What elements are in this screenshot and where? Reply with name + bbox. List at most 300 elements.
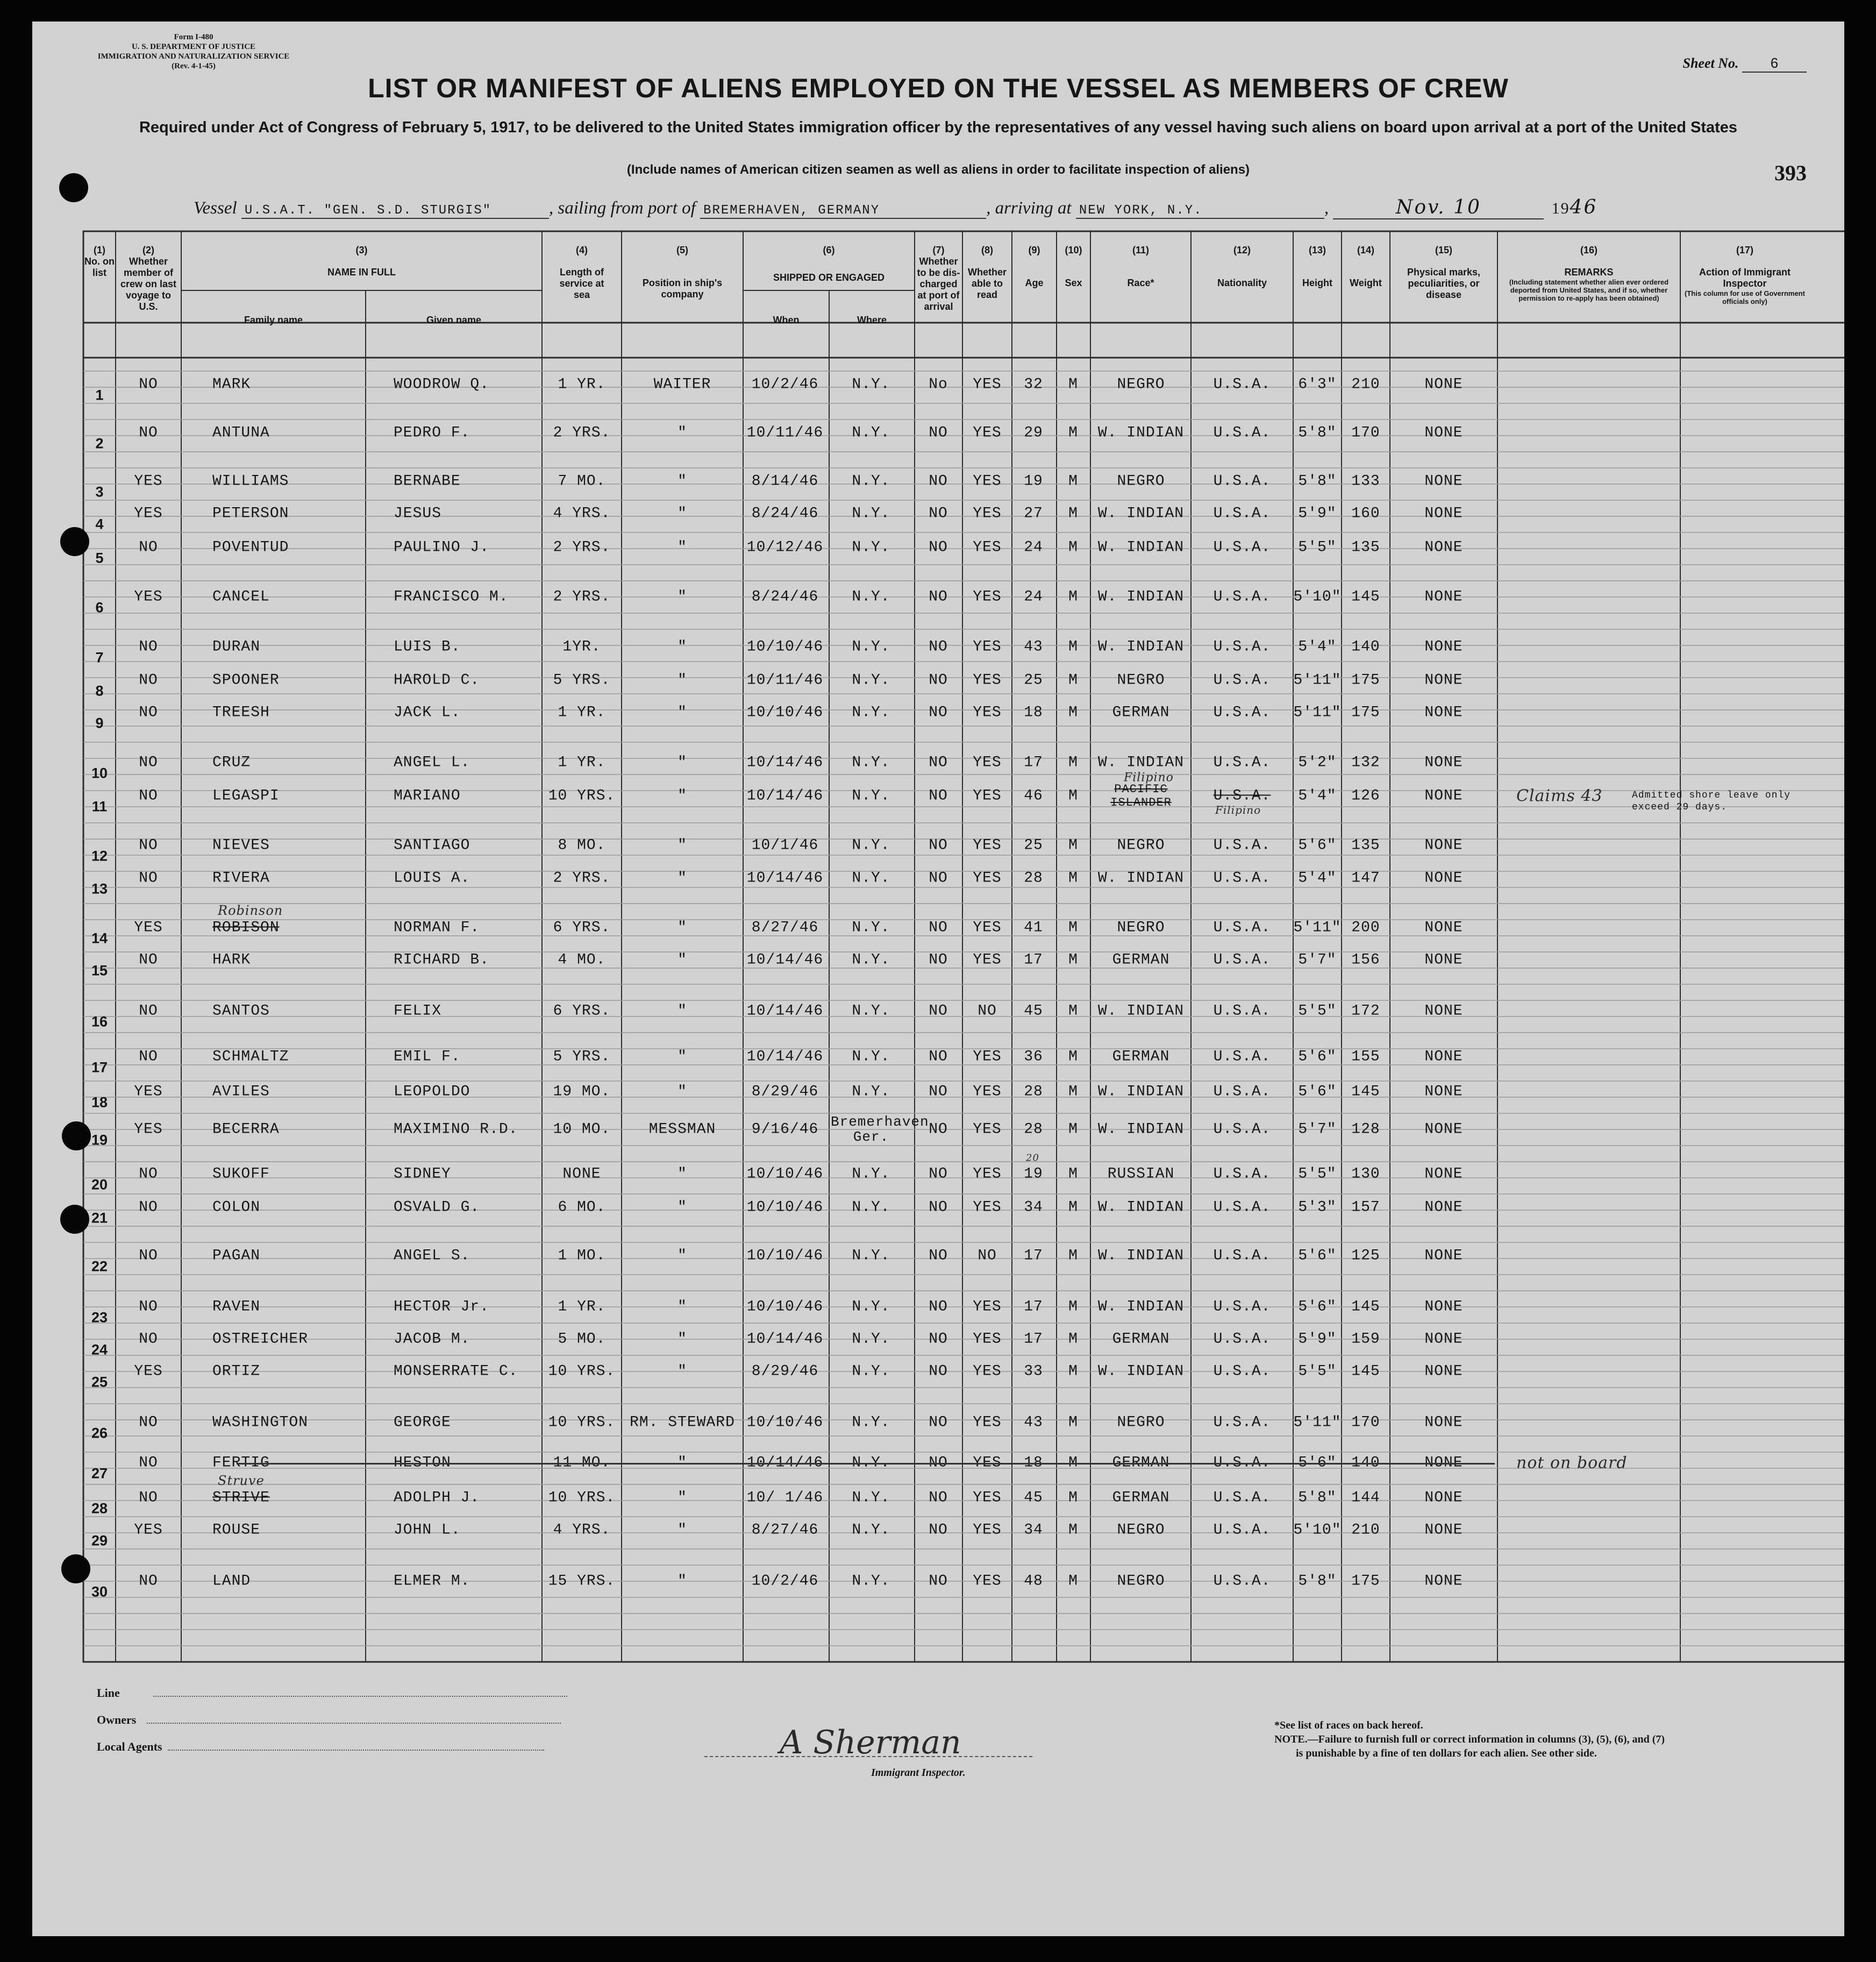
- cell-when: 10/14/46: [746, 754, 824, 771]
- cell-disch: NO: [929, 1454, 948, 1472]
- cell-when: 8/24/46: [751, 505, 819, 522]
- cell-read: YES: [973, 1573, 1002, 1590]
- cell-marks: NONE: [1424, 376, 1463, 393]
- sheet-number-label: Sheet No.: [1682, 55, 1739, 71]
- cell-service: 2 YRS.: [553, 424, 611, 442]
- cell-read: YES: [973, 424, 1002, 442]
- cell-given: LOUIS A.: [394, 870, 470, 887]
- cell-family: LEGASPI: [212, 787, 280, 805]
- cell-nat: U.S.A.: [1213, 588, 1271, 606]
- cell-given: FELIX: [394, 1003, 442, 1020]
- cell-race: W. INDIAN: [1097, 1083, 1185, 1100]
- cell-position: ": [677, 837, 687, 854]
- cell-family: CRUZ: [212, 754, 251, 771]
- cell-weight: 200: [1351, 919, 1380, 936]
- handwritten-remarks: Claims 43: [1516, 786, 1603, 806]
- cell-when: 8/27/46: [751, 1522, 819, 1539]
- cell-sex: M: [1068, 1331, 1078, 1348]
- cell-age: 18: [1024, 704, 1043, 721]
- cell-when: 9/16/46: [751, 1121, 819, 1138]
- cell-where: Bremerhaven Ger.: [831, 1114, 929, 1145]
- cell-height: 5'8": [1298, 473, 1337, 490]
- cell-family: COLON: [212, 1199, 261, 1216]
- cell-race: W. INDIAN: [1097, 1298, 1185, 1316]
- cell-family: ANTUNA: [212, 424, 270, 442]
- cell-sex: M: [1068, 672, 1078, 689]
- cell-given: ADOLPH J.: [394, 1489, 480, 1506]
- cell-service: 10 YRS.: [548, 1414, 616, 1431]
- cell-when: 10/10/46: [746, 1414, 824, 1431]
- strike-through-line: [237, 1463, 1495, 1465]
- cell-sex: M: [1068, 1522, 1078, 1539]
- cell-family: WILLIAMS: [212, 473, 289, 490]
- cell-read: YES: [973, 704, 1002, 721]
- cell-position: ": [677, 1048, 687, 1065]
- cell-service: 8 MO.: [558, 837, 606, 854]
- cell-disch: NO: [929, 638, 948, 656]
- cell-age: 34: [1024, 1199, 1043, 1216]
- cell-age: 28: [1024, 1083, 1043, 1100]
- cell-race: NEGRO: [1117, 1573, 1165, 1590]
- cell-given: GEORGE: [394, 1414, 451, 1431]
- arrival-date-month-day: Nov. 10: [1395, 196, 1481, 218]
- cell-height: 5'4": [1298, 787, 1337, 805]
- col-1-num: (1): [94, 245, 105, 255]
- cell-weight: 147: [1351, 870, 1380, 887]
- cell-weight: 160: [1351, 505, 1380, 522]
- cell-weight: 132: [1351, 754, 1380, 771]
- row-number: 3: [95, 484, 104, 500]
- cell-family: CANCEL: [212, 588, 270, 606]
- cell-nat: U.S.A.: [1213, 1083, 1271, 1100]
- cell-last: NO: [139, 704, 158, 721]
- cell-race: W. INDIAN: [1097, 539, 1185, 556]
- cell-disch: NO: [929, 1165, 948, 1183]
- cell-disch: NO: [929, 1247, 948, 1264]
- cell-service: 11 MO.: [553, 1454, 611, 1472]
- cell-position: ": [677, 1083, 687, 1100]
- cell-marks: NONE: [1424, 870, 1463, 887]
- cell-where: N.Y.: [852, 919, 890, 936]
- cell-sex: M: [1068, 539, 1078, 556]
- punch-hole: [60, 1205, 89, 1234]
- footnote-line-2: NOTE.—Failure to furnish full or correct information in columns (3), (5), (6), and (7): [1274, 1733, 1665, 1745]
- cell-last: NO: [139, 754, 158, 771]
- cell-race: W. INDIAN: [1097, 1121, 1185, 1138]
- cell-height: 5'6": [1298, 1083, 1337, 1100]
- cell-height: 5'10": [1293, 588, 1342, 606]
- cell-service: 10 YRS.: [548, 787, 616, 805]
- cell-sex: M: [1068, 1048, 1078, 1065]
- cell-given: NORMAN F.: [394, 919, 480, 936]
- cell-sex: M: [1068, 1199, 1078, 1216]
- revision: (Rev. 4-1-45): [172, 62, 216, 70]
- agents-input-line: [168, 1750, 544, 1751]
- cell-family: LAND: [212, 1573, 251, 1590]
- cell-service: 2 YRS.: [553, 588, 611, 606]
- cell-sex: M: [1068, 870, 1078, 887]
- cell-age: 45: [1024, 1003, 1043, 1020]
- cell-service: 1 YR.: [558, 704, 606, 721]
- cell-age: 45: [1024, 1489, 1043, 1506]
- cell-given: EMIL F.: [394, 1048, 461, 1065]
- cell-when: 10/14/46: [746, 1003, 824, 1020]
- cell-sex: M: [1068, 1454, 1078, 1472]
- cell-position: ": [677, 951, 687, 969]
- cell-weight: 175: [1351, 704, 1380, 721]
- cell-where: N.Y.: [852, 837, 890, 854]
- col-13-header: [1293, 245, 1342, 289]
- row-number: 28: [91, 1500, 108, 1517]
- cell-given: JOHN L.: [394, 1522, 461, 1539]
- cell-last: NO: [139, 870, 158, 887]
- cell-disch: NO: [929, 1522, 948, 1539]
- cell-where: N.Y.: [852, 787, 890, 805]
- cell-service: 5 MO.: [558, 1331, 606, 1348]
- cell-disch: NO: [929, 424, 948, 442]
- cell-service: 1YR.: [562, 638, 601, 656]
- cell-read: YES: [973, 754, 1002, 771]
- cell-age: 28: [1024, 870, 1043, 887]
- sheet-number-value: 6: [1742, 55, 1807, 73]
- col-14-label: Weight: [1350, 278, 1382, 288]
- cell-height: 5'5": [1298, 1165, 1337, 1183]
- cell-race: W. INDIAN: [1097, 870, 1185, 887]
- footnote-line-1: *See list of races on back hereof.: [1274, 1719, 1423, 1731]
- cell-nat: U.S.A.: [1213, 1489, 1271, 1506]
- row-number: 9: [95, 715, 104, 731]
- row-number: 4: [95, 516, 104, 532]
- cell-last: NO: [139, 1414, 158, 1431]
- cell-nat: U.S.A.: [1213, 1165, 1271, 1183]
- col-13-label: Height: [1302, 278, 1332, 288]
- cell-age: 29: [1024, 424, 1043, 442]
- cell-last: NO: [139, 1048, 158, 1065]
- cell-disch: NO: [929, 505, 948, 522]
- cell-age: 17: [1024, 754, 1043, 771]
- cell-height: 5'9": [1298, 505, 1337, 522]
- col-3-header: [181, 245, 542, 278]
- cell-marks: NONE: [1424, 1003, 1463, 1020]
- cell-service: 6 MO.: [558, 1199, 606, 1216]
- cell-age: 32: [1024, 376, 1043, 393]
- table-border: [83, 231, 1844, 1662]
- line-field: [97, 1686, 567, 1700]
- cell-where: N.Y.: [852, 376, 890, 393]
- cell-disch: NO: [929, 1489, 948, 1506]
- cell-position: ": [677, 1331, 687, 1348]
- cell-last: NO: [139, 539, 158, 556]
- cell-last: YES: [134, 919, 163, 936]
- cell-disch: NO: [929, 837, 948, 854]
- cell-disch: No: [929, 376, 948, 393]
- cell-last: YES: [134, 505, 163, 522]
- cell-service: 6 YRS.: [553, 919, 611, 936]
- cell-sex: M: [1068, 1247, 1078, 1264]
- row-number: 14: [91, 930, 108, 947]
- cell-marks: NONE: [1424, 1454, 1463, 1472]
- cell-service: 10 YRS.: [548, 1489, 616, 1506]
- cell-given: RICHARD B.: [394, 951, 490, 969]
- cell-nat: U.S.A.: [1213, 787, 1271, 805]
- cell-nat: U.S.A.: [1213, 951, 1271, 969]
- col-3-num: (3): [355, 245, 368, 255]
- cell-nat: U.S.A.: [1213, 1003, 1271, 1020]
- cell-given: MONSERRATE C.: [394, 1363, 518, 1380]
- cell-age: 43: [1024, 638, 1043, 656]
- cell-nat: U.S.A.: [1213, 638, 1271, 656]
- cell-read: YES: [973, 787, 1002, 805]
- cell-where: N.Y.: [852, 424, 890, 442]
- cell-family: OSTREICHER: [212, 1331, 309, 1348]
- cell-service: 19 MO.: [553, 1083, 611, 1100]
- cell-marks: NONE: [1424, 473, 1463, 490]
- cell-race: NEGRO: [1117, 837, 1165, 854]
- cell-read: NO: [978, 1003, 997, 1020]
- cell-weight: 128: [1351, 1121, 1380, 1138]
- cell-disch: NO: [929, 787, 948, 805]
- cell-when: 10/12/46: [746, 539, 824, 556]
- typed-remark: Admitted shore leave only exceed 29 days.: [1632, 790, 1791, 813]
- cell-sex: M: [1068, 704, 1078, 721]
- cell-height: 5'6": [1298, 1048, 1337, 1065]
- col-10-num: (10): [1065, 245, 1082, 255]
- punch-hole: [60, 527, 89, 556]
- col-11-label: Race*: [1127, 278, 1154, 288]
- col-1-label: No. on list: [84, 256, 115, 278]
- cell-weight: 126: [1351, 787, 1380, 805]
- cell-race: W. INDIAN: [1097, 1247, 1185, 1264]
- row-number: 2: [95, 435, 104, 452]
- cell-disch: NO: [929, 1083, 948, 1100]
- col-15-num: (15): [1435, 245, 1452, 255]
- cell-family: ORTIZ: [212, 1363, 261, 1380]
- cell-marks: NONE: [1424, 787, 1463, 805]
- cell-race: NEGRO: [1117, 376, 1165, 393]
- cell-disch: NO: [929, 870, 948, 887]
- cell-weight: 172: [1351, 1003, 1380, 1020]
- cell-where: N.Y.: [852, 1331, 890, 1348]
- cell-age: 24: [1024, 539, 1043, 556]
- cell-position: ": [677, 473, 687, 490]
- cell-family: ROUSE: [212, 1522, 261, 1539]
- cell-when: 10/10/46: [746, 1165, 824, 1183]
- cell-race: NEGRO: [1117, 672, 1165, 689]
- cell-last: NO: [139, 1247, 158, 1264]
- cell-read: YES: [973, 1489, 1002, 1506]
- cell-weight: 135: [1351, 539, 1380, 556]
- cell-family: SCHMALTZ: [212, 1048, 289, 1065]
- cell-service: 2 YRS.: [553, 870, 611, 887]
- cell-age: 43: [1024, 1414, 1043, 1431]
- cell-when: 8/29/46: [751, 1083, 819, 1100]
- cell-nat: U.S.A.: [1213, 704, 1271, 721]
- cell-read: YES: [973, 1298, 1002, 1316]
- col-16-header: [1497, 245, 1680, 302]
- cell-disch: NO: [929, 919, 948, 936]
- cell-where: N.Y.: [852, 588, 890, 606]
- cell-marks: NONE: [1424, 505, 1463, 522]
- cell-sex: M: [1068, 1298, 1078, 1316]
- cell-marks: NONE: [1424, 1414, 1463, 1431]
- cell-disch: NO: [929, 704, 948, 721]
- vessel-label: Vessel: [194, 198, 237, 218]
- cell-family: NIEVES: [212, 837, 270, 854]
- cell-disch: NO: [929, 1414, 948, 1431]
- cell-disch: NO: [929, 539, 948, 556]
- col-8-num: (8): [981, 245, 993, 255]
- cell-marks: NONE: [1424, 754, 1463, 771]
- col-12-num: (12): [1233, 245, 1251, 255]
- cell-age: 19: [1024, 473, 1043, 490]
- col-2-header: [116, 245, 181, 312]
- cell-given: PEDRO F.: [394, 424, 470, 442]
- cell-height: 5'5": [1298, 1003, 1337, 1020]
- handwritten-remarks: not on board: [1516, 1453, 1628, 1473]
- cell-service: 5 YRS.: [553, 1048, 611, 1065]
- col-10-label: Sex: [1065, 278, 1082, 288]
- cell-disch: NO: [929, 1363, 948, 1380]
- cell-height: 5'7": [1298, 951, 1337, 969]
- col-7-label: Whether to be dis-charged at port of arrival: [917, 256, 960, 312]
- cell-weight: 130: [1351, 1165, 1380, 1183]
- punch-hole: [62, 1121, 91, 1150]
- cell-sex: M: [1068, 837, 1078, 854]
- cell-where: N.Y.: [852, 1048, 890, 1065]
- cell-race: W. INDIAN: [1097, 505, 1185, 522]
- cell-sex: M: [1068, 1414, 1078, 1431]
- cell-age: 46: [1024, 787, 1043, 805]
- cell-race: W. INDIAN: [1097, 638, 1185, 656]
- col-6-where-header: Where: [857, 315, 887, 325]
- cell-family: SPOONER: [212, 672, 280, 689]
- cell-position: ": [677, 539, 687, 556]
- row-number: 29: [91, 1532, 108, 1549]
- col-6-label: SHIPPED OR ENGAGED: [773, 272, 885, 283]
- row-number: 16: [91, 1013, 108, 1030]
- cell-age: 41: [1024, 919, 1043, 936]
- col-11-num: (11): [1132, 245, 1150, 255]
- cell-marks: NONE: [1424, 1489, 1463, 1506]
- cell-given: BERNABE: [394, 473, 461, 490]
- cell-marks: NONE: [1424, 951, 1463, 969]
- cell-where: N.Y.: [852, 870, 890, 887]
- cell-nat: U.S.A.: [1213, 376, 1271, 393]
- cell-nat: U.S.A.: [1213, 1414, 1271, 1431]
- owners-label: Owners: [97, 1713, 137, 1726]
- cell-position: ": [677, 1003, 687, 1020]
- handwritten-race_hand: Filipino: [1124, 771, 1174, 785]
- cell-read: YES: [973, 588, 1002, 606]
- cell-height: 5'6": [1298, 1454, 1337, 1472]
- cell-height: 5'11": [1293, 1414, 1342, 1431]
- cell-age: 34: [1024, 1522, 1043, 1539]
- cell-disch: NO: [929, 672, 948, 689]
- cell-position: ": [677, 1298, 687, 1316]
- cell-when: 8/14/46: [751, 473, 819, 490]
- handwritten-age_hand: 20: [1026, 1152, 1039, 1164]
- cell-family: DURAN: [212, 638, 261, 656]
- cell-service: 2 YRS.: [553, 539, 611, 556]
- cell-sex: M: [1068, 1489, 1078, 1506]
- page-title: LIST OR MANIFEST OF ALIENS EMPLOYED ON THE VESSEL AS MEMBERS OF CREW: [368, 73, 1509, 103]
- row-number: 17: [91, 1059, 108, 1076]
- cell-disch: NO: [929, 1121, 948, 1138]
- cell-last: NO: [139, 1165, 158, 1183]
- cell-family: ROBISON: [212, 919, 280, 936]
- cell-sex: M: [1068, 951, 1078, 969]
- cell-family: AVILES: [212, 1083, 270, 1100]
- sailing-label: , sailing from port of: [548, 198, 696, 218]
- cell-race: W. INDIAN: [1097, 424, 1185, 442]
- cell-disch: NO: [929, 473, 948, 490]
- col-16-num: (16): [1580, 245, 1597, 255]
- cell-disch: NO: [929, 754, 948, 771]
- cell-where: N.Y.: [852, 754, 890, 771]
- row-number: 26: [91, 1425, 108, 1441]
- cell-position: ": [677, 704, 687, 721]
- col-16-note: (Including statement whether alien ever ordered deported from United States, and if so, whether permission to re-apply has been obtained): [1509, 278, 1669, 302]
- row-number: 6: [95, 599, 104, 616]
- cell-last: NO: [139, 1331, 158, 1348]
- cell-where: N.Y.: [852, 951, 890, 969]
- cell-age: 25: [1024, 837, 1043, 854]
- cell-position: ": [677, 638, 687, 656]
- cell-last: NO: [139, 1573, 158, 1590]
- cell-when: 10/14/46: [746, 1331, 824, 1348]
- cell-given: FRANCISCO M.: [394, 588, 509, 606]
- cell-height: 5'8": [1298, 1489, 1337, 1506]
- row-number: 19: [91, 1132, 108, 1148]
- cell-sex: M: [1068, 1003, 1078, 1020]
- cell-nat: U.S.A.: [1213, 1048, 1271, 1065]
- cell-nat: U.S.A.: [1213, 1363, 1271, 1380]
- cell-nat: U.S.A.: [1213, 1247, 1271, 1264]
- col-5-num: (5): [676, 245, 688, 255]
- cell-family: SUKOFF: [212, 1165, 270, 1183]
- cell-given: HAROLD C.: [394, 672, 480, 689]
- punch-hole: [61, 1554, 90, 1583]
- cell-marks: NONE: [1424, 1363, 1463, 1380]
- cell-read: NO: [978, 1247, 997, 1264]
- cell-when: 8/27/46: [751, 919, 819, 936]
- cell-age: 17: [1024, 1331, 1043, 1348]
- cell-read: YES: [973, 473, 1002, 490]
- cell-height: 5'6": [1298, 837, 1337, 854]
- cell-sex: M: [1068, 1083, 1078, 1100]
- col-16-label: REMARKS: [1564, 267, 1614, 278]
- cell-position: ": [677, 588, 687, 606]
- col-3-given-header: Given name: [426, 315, 482, 325]
- cell-given: JESUS: [394, 505, 442, 522]
- cell-race: GERMAN: [1112, 704, 1170, 721]
- cell-race: RUSSIAN: [1107, 1165, 1175, 1183]
- cell-family: RAVEN: [212, 1298, 261, 1316]
- cell-marks: NONE: [1424, 672, 1463, 689]
- cell-age: 33: [1024, 1363, 1043, 1380]
- col-1-header: [83, 245, 116, 279]
- cell-family: WASHINGTON: [212, 1414, 309, 1431]
- cell-read: YES: [973, 837, 1002, 854]
- cell-sex: M: [1068, 376, 1078, 393]
- cell-where: N.Y.: [852, 1298, 890, 1316]
- cell-age: 17: [1024, 1298, 1043, 1316]
- arrival-port: NEW YORK, N.Y.: [1076, 203, 1324, 219]
- col-8-header: [962, 245, 1012, 301]
- cell-disch: NO: [929, 1331, 948, 1348]
- cell-marks: NONE: [1424, 1165, 1463, 1183]
- col-9-header: [1012, 245, 1057, 289]
